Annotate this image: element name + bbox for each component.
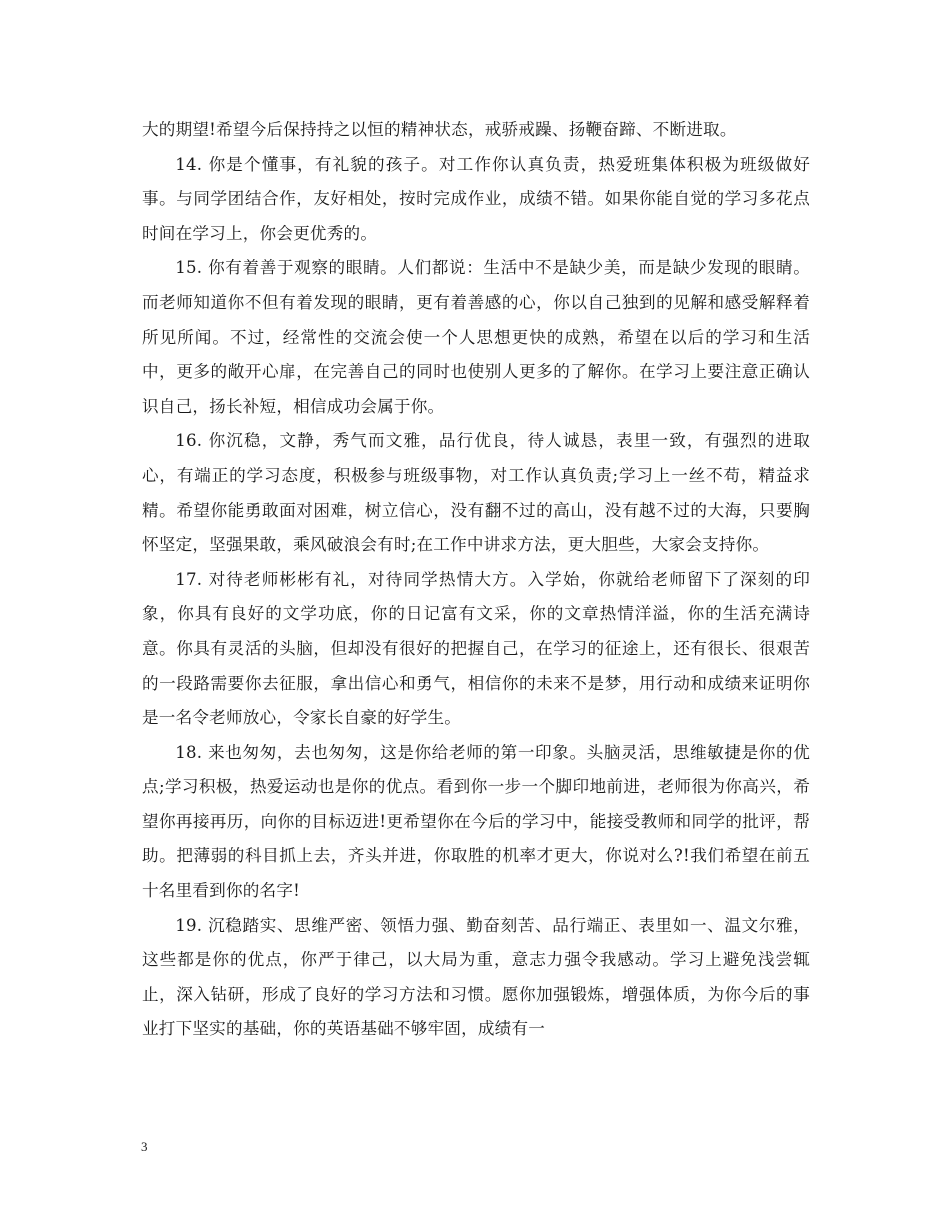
paragraph-comment-16: 16. 你沉稳，文静，秀气而文雅，品行优良，待人诚恳，表里一致，有强烈的进取心，有端正的学习态度，积极参与班级事物，对工作认真负责;学习上一丝不苟，精益求精。希望你能勇敢面对困难，树立信心，没有翻不过的高山，没有越不过的大海，只要胸怀坚定，坚强果敢，乘风破浪会有时;在工作中讲求方法，更大胆些，大家会支持你。 xyxy=(142,431,810,555)
paragraph-comment-14: 14. 你是个懂事，有礼貌的孩子。对工作你认真负责，热爱班集体积极为班级做好事。与同学团结合作，友好相处，按时完成作业，成绩不错。如果你能自觉的学习多花点时间在学习上，你会更优秀的。 xyxy=(142,154,810,243)
paragraph-comment-17: 17. 对待老师彬彬有礼，对待同学热情大方。入学始，你就给老师留下了深刻的印象，你具有良好的文学功底，你的日记富有文采，你的文章热情洋溢，你的生活充满诗意。你具有灵活的头脑，但却没有很好的把握自己，在学习的征途上，还有很长、很艰苦的一段路需要你去征服，拿出信心和勇气，相信你的未来不是梦，用行动和成绩来证明你是一名令老师放心，令家长自豪的好学生。 xyxy=(142,569,810,728)
paragraph-comment-19: 19. 沉稳踏实、思维严密、领悟力强、勤奋刻苦、品行端正、表里如一、温文尔雅，这些都是你的优点，你严于律己，以大局为重，意志力强令我感动。学习上避免浅尝辄止，深入钻研，形成了良好的学习方法和习惯。愿你加强锻炼，增强体质，为你今后的事业打下坚实的基础，你的英语基础不够牢固，成绩有一 xyxy=(142,915,810,1039)
paragraph-continuation: 大的期望!希望今后保持持之以恒的精神状态，戒骄戒躁、扬鞭奋蹄、不断进取。 xyxy=(142,120,737,139)
paragraph-comment-15: 15. 你有着善于观察的眼睛。人们都说：生活中不是缺少美，而是缺少发现的眼睛。而老师知道你不但有着发现的眼睛，更有着善感的心，你以自己独到的见解和感受解释着所见所闻。不过，经常性的交流会使一个人思想更快的成熟，希望在以后的学习和生活中，更多的敞开心扉，在完善自己的同时也使别人更多的了解你。在学习上要注意正确认识自己，扬长补短，相信成功会属于你。 xyxy=(142,258,810,416)
page-number: 3 xyxy=(141,1139,148,1154)
document-body xyxy=(142,113,810,1047)
paragraph-comment-18: 18. 来也匆匆，去也匆匆，这是你给老师的第一印象。头脑灵活，思维敏捷是你的优点;学习积极，热爱运动也是你的优点。看到你一步一个脚印地前进，老师很为你高兴，希望你再接再历，向你的目标迈进!更希望你在今后的学习中，能接受教师和同学的批评，帮助。把薄弱的科目抓上去，齐头并进，你取胜的机率才更大，你说对么?!我们希望在前五十名里看到你的名字! xyxy=(142,742,810,901)
